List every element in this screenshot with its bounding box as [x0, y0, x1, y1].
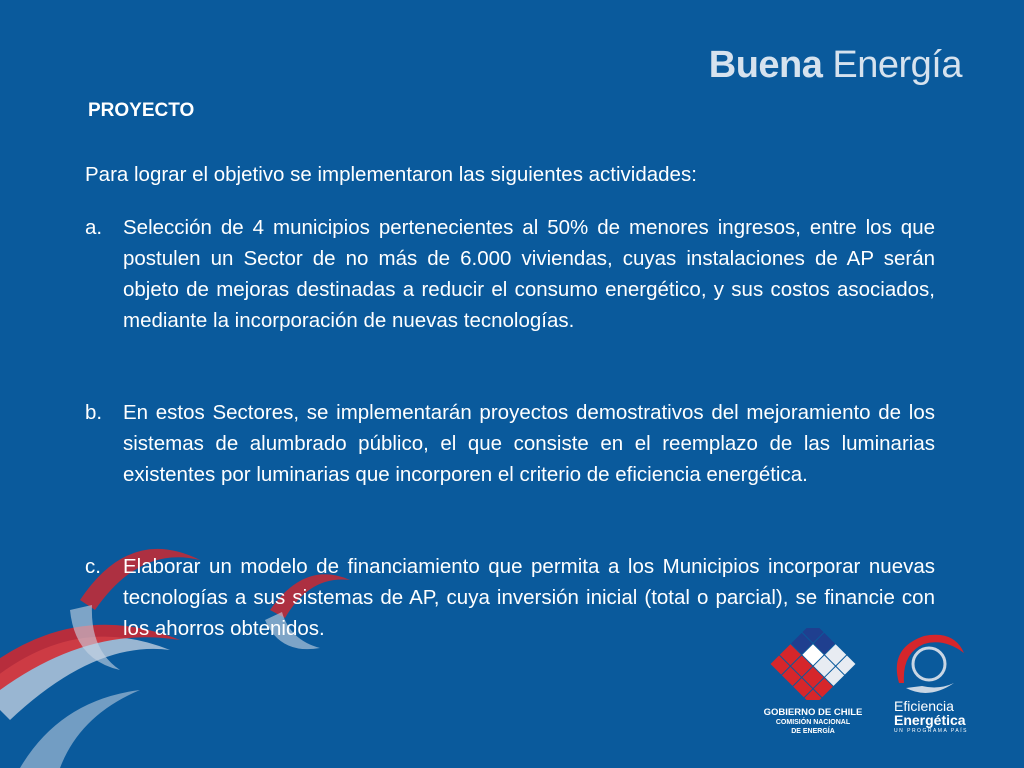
list-item [85, 212, 935, 336]
list-text: Selección de 4 municipios pertenecientes al 50% de menores ingresos, entre los que postulen un Sector de no más de 6.000 viviendas, cuyas instalaciones de AP serán objeto de mejoras destinadas a reducir el consumo energético, y sus costos asociados, mediante la incorporación de nuevas tecnologías. [123, 216, 935, 332]
slide-title: PROYECTO [88, 100, 195, 121]
swoosh-bottom-grey [20, 690, 140, 768]
list-letter: a. [85, 216, 103, 239]
list-text: En estos Sectores, se implementarán proyectos demostrativos del mejoramiento de los sistemas de alumbrado público, el que consiste en el reemplazo de las luminarias existentes por luminarias que incorporen el criterio de eficiencia energética. [123, 401, 935, 486]
gobierno-caption [758, 707, 868, 736]
brand-bold: Buena [708, 44, 823, 86]
intro-text: Para lograr el objetivo se implementaron las siguientes actividades: [85, 163, 697, 186]
eficiencia-line1: Eficiencia [894, 698, 954, 714]
eficiencia-line2: Energética [894, 712, 966, 728]
gobierno-line3: DE ENERGÍA [791, 728, 835, 735]
gobierno-line1: GOBIERNO DE CHILE [763, 707, 863, 718]
list-text: Elaborar un modelo de financiamiento que permita a los Municipios incorporar nuevas tecnologías a sus sistemas de AP, cuya inversión inicial (total o parcial), se financie con los ahorros obtenidos. [123, 555, 935, 640]
gobierno-line2: COMISIÓN NACIONAL [775, 719, 851, 726]
list-letter: b. [85, 401, 103, 424]
brand-light: Energía [832, 44, 962, 86]
eficiencia-energetica-logo [884, 628, 974, 734]
eficiencia-swirl-icon [884, 628, 974, 698]
gobierno-de-chile-logo [758, 628, 868, 736]
list-item [85, 397, 935, 490]
eficiencia-line3: UN PROGRAMA PAÍS [894, 728, 968, 734]
chile-shield-icon [758, 628, 868, 700]
brand-logo [709, 44, 962, 87]
list-letter: c. [85, 555, 101, 578]
